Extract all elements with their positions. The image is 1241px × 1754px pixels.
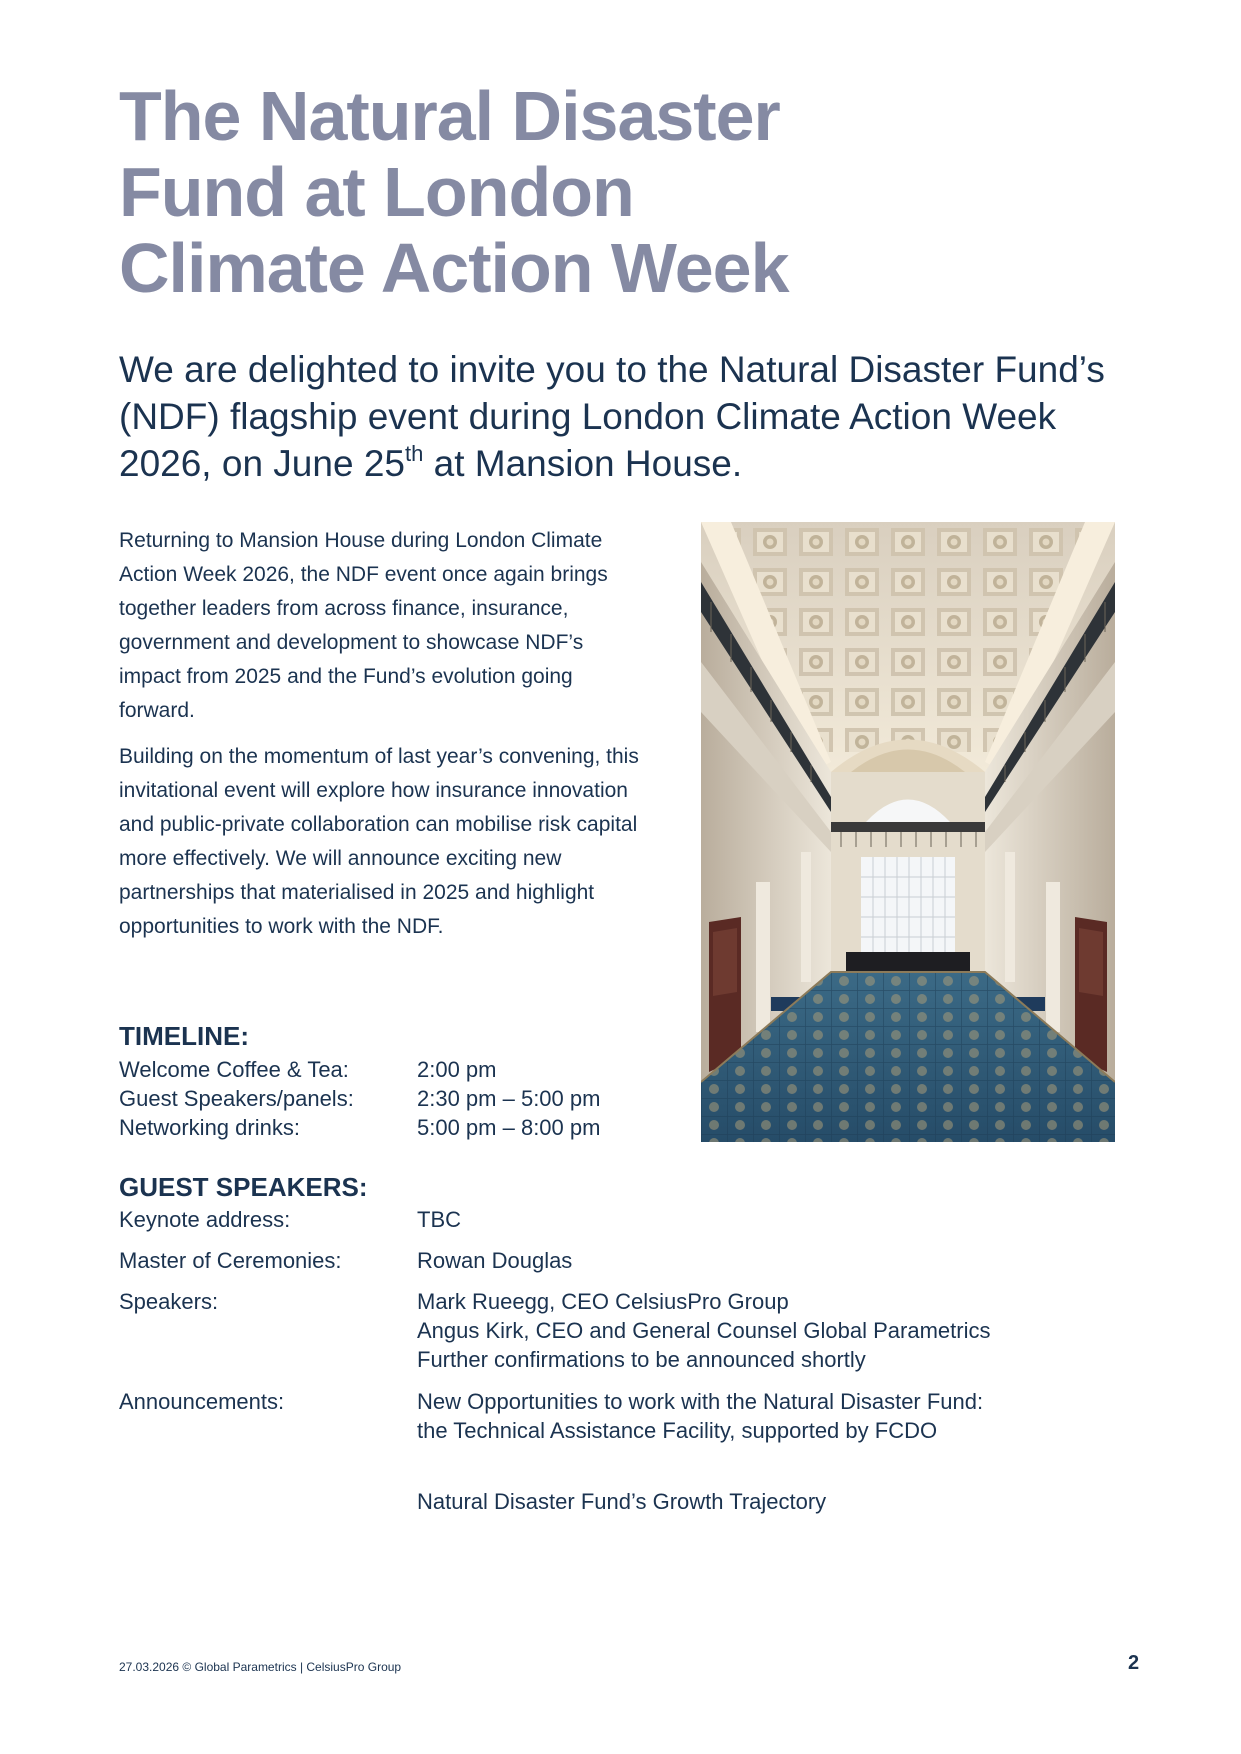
- title-line-3: Climate Action Week: [119, 229, 789, 307]
- subtitle-text: We are delighted to invite you to the Natural Disaster Fund’s (NDF) flagship event during London Climate Action Week 2026, on June 25: [119, 349, 1105, 484]
- announcement-line: the Technical Assistance Facility, supported by FCDO: [417, 1418, 938, 1443]
- intro-text: [119, 524, 639, 956]
- title-line-2: Fund at London: [119, 153, 634, 231]
- speaker-list: [417, 1287, 1117, 1374]
- hall-photo-illustration: [701, 522, 1115, 1142]
- speaker-role-label: Announcements:: [119, 1389, 285, 1414]
- subtitle-superscript: th: [404, 440, 424, 466]
- speaker-name: TBC: [417, 1207, 461, 1232]
- timeline-time: 2:30 pm – 5:00 pm: [417, 1086, 601, 1111]
- timeline-heading: TIMELINE:: [119, 1021, 249, 1051]
- speaker-name: Mark Rueegg, CEO CelsiusPro Group: [417, 1289, 789, 1314]
- timeline-time: 2:00 pm: [417, 1057, 497, 1082]
- timeline-label: Guest Speakers/panels:: [119, 1086, 354, 1111]
- speaker-role-label: Keynote address:: [119, 1207, 291, 1232]
- announcement-line: Natural Disaster Fund’s Growth Trajectory: [417, 1489, 827, 1514]
- speaker-role-label: Master of Ceremonies:: [119, 1248, 342, 1273]
- timeline-label: Welcome Coffee & Tea:: [119, 1057, 349, 1082]
- announcement-line: New Opportunities to work with the Natural Disaster Fund:: [417, 1389, 984, 1414]
- page-footer: 27.03.2026 © Global Parametrics | CelsiusPro Group: [119, 1660, 402, 1674]
- announcement-list: [417, 1387, 1117, 1445]
- mansion-house-hall-photo: [701, 522, 1115, 1142]
- subtitle-text-end: at Mansion House.: [423, 443, 743, 484]
- page-title: [119, 78, 1019, 306]
- title-line-1: The Natural Disaster: [119, 77, 780, 155]
- intro-paragraph-2: Building on the momentum of last year’s convening, this invitational event will explore how insurance innovation and public-private collaboration can mobilise risk capital more effectively. We will announce exciting new partnerships that materialised in 2025 and highlight opportunities to work with the NDF.: [119, 745, 639, 938]
- invitation-subtitle: [119, 346, 1129, 487]
- page-number: 2: [1128, 1652, 1140, 1674]
- timeline-label: Networking drinks:: [119, 1115, 300, 1140]
- guest-speakers-heading: GUEST SPEAKERS:: [119, 1172, 368, 1202]
- speaker-name: Rowan Douglas: [417, 1248, 573, 1273]
- intro-paragraph-1: Returning to Mansion House during London Climate Action Week 2026, the NDF event once again brings together leaders from across finance, insurance, government and development to showcase NDF’s impact from 2025 and the Fund’s evolution going forward.: [119, 529, 608, 722]
- timeline-time: 5:00 pm – 8:00 pm: [417, 1115, 601, 1140]
- speaker-role-label: Speakers:: [119, 1289, 219, 1314]
- speaker-name: Further confirmations to be announced shortly: [417, 1347, 866, 1372]
- speaker-name: Angus Kirk, CEO and General Counsel Global Parametrics: [417, 1318, 991, 1343]
